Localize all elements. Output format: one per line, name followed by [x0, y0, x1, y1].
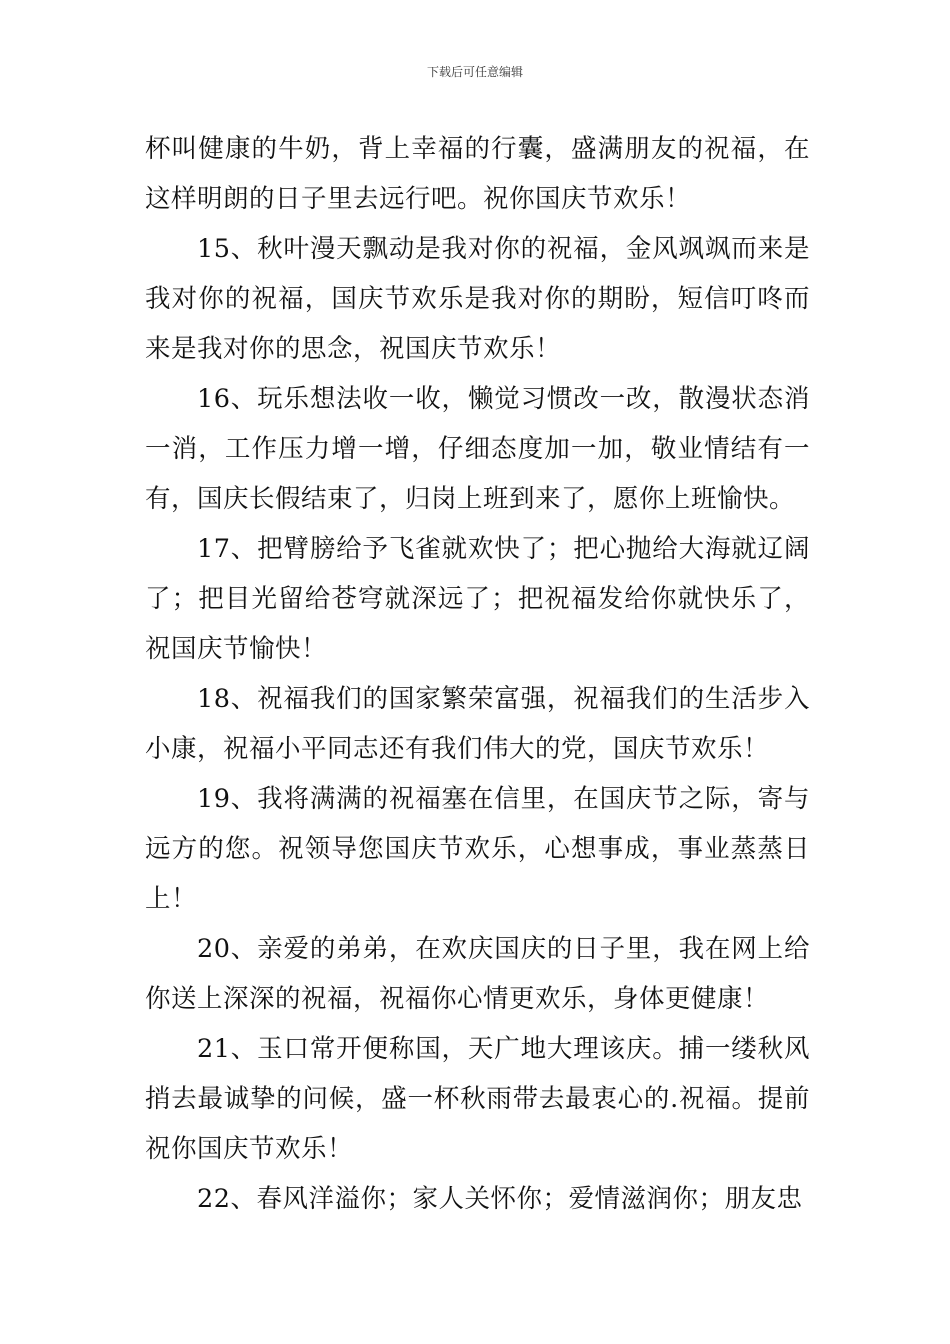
page-header-note: 下载后可任意编辑 [426, 65, 523, 79]
paragraph-22: 22、春风洋溢你；家人关怀你；爱情滋润你；朋友忠 [197, 1184, 803, 1214]
paragraph-15: 15、秋叶漫天飘动是我对你的祝福，金风飒飒而来是我对你的祝福，国庆节欢乐是我对你的期盼，短信叮咚而来是我对你的思念，祝国庆节欢乐！ [145, 234, 810, 364]
paragraph-20: 20、亲爱的弟弟，在欢庆国庆的日子里，我在网上给你送上深深的祝福，祝福你心情更欢乐，身体更健康！ [145, 934, 810, 1014]
document-body [145, 124, 810, 1224]
paragraph-19: 19、我将满满的祝福塞在信里，在国庆节之际，寄与远方的您。祝领导您国庆节欢乐，心想事成，事业蒸蒸日上！ [145, 784, 810, 914]
paragraph-18: 18、祝福我们的国家繁荣富强，祝福我们的生活步入小康，祝福小平同志还有我们伟大的党，国庆节欢乐！ [145, 684, 810, 764]
paragraph-continuation: 杯叫健康的牛奶，背上幸福的行囊，盛满朋友的祝福，在这样明朗的日子里去远行吧。祝你国庆节欢乐！ [145, 134, 810, 214]
paragraph-21: 21、玉口常开便称国，天广地大理该庆。捕一缕秋风捎去最诚挚的问候，盛一杯秋雨带去最衷心的.祝福。提前祝你国庆节欢乐！ [145, 1034, 810, 1164]
paragraph-16: 16、玩乐想法收一收，懒觉习惯改一改，散漫状态消一消，工作压力增一增，仔细态度加一加，敬业情结有一有，国庆长假结束了，归岗上班到来了，愿你上班愉快。 [145, 384, 810, 514]
paragraph-17: 17、把臂膀给予飞雀就欢快了；把心抛给大海就辽阔了；把目光留给苍穹就深远了；把祝福发给你就快乐了，祝国庆节愉快！ [145, 534, 810, 664]
